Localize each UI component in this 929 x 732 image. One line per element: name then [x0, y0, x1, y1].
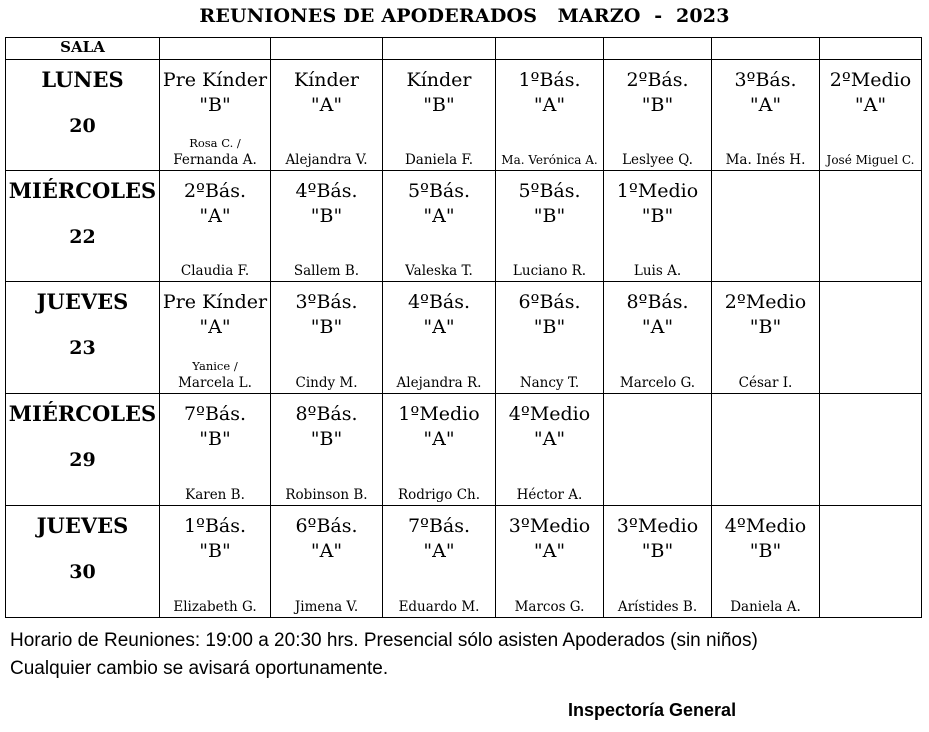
teacher-name-line: Alejandra R.: [396, 375, 482, 391]
teacher-name: [712, 152, 819, 169]
teacher-name: [160, 487, 270, 504]
course-name: Pre Kínder: [162, 291, 268, 313]
course-cell: [383, 171, 496, 282]
course-section: "A": [310, 94, 343, 116]
course-cell: [160, 282, 271, 394]
header-cell: [383, 38, 496, 60]
teacher-name: [160, 599, 270, 616]
course-cell: [271, 60, 383, 171]
header-cell: [271, 38, 383, 60]
footer-schedule-note: Horario de Reuniones: 19:00 a 20:30 hrs. Presencial sólo asisten Apoderados (sin niños): [10, 630, 758, 651]
teacher-name: [496, 152, 603, 169]
page-title: REUNIONES DE APODERADOS MARZO - 2023: [199, 5, 730, 27]
teacher-name: [160, 263, 270, 280]
course-cell: [496, 171, 604, 282]
day-name: LUNES: [41, 67, 124, 92]
teacher-name-line: Alejandra V.: [285, 152, 368, 168]
course-cell: [604, 171, 712, 282]
teacher-name: [383, 263, 495, 280]
header-cell: [496, 38, 604, 60]
teacher-name-line: Daniela F.: [404, 152, 474, 168]
empty-cell: [820, 282, 922, 394]
teacher-name-line1: Yanice /: [192, 359, 238, 373]
teacher-name: [383, 599, 495, 616]
teacher-name: [271, 263, 382, 280]
teacher-name-line: José Miguel C.: [826, 153, 915, 167]
course-cell: [712, 60, 820, 171]
teacher-name: [496, 375, 603, 392]
course-name: 2ºMedio: [829, 69, 912, 91]
course-cell: [271, 506, 383, 618]
empty-cell: [820, 171, 922, 282]
day-cell: [6, 394, 160, 506]
course-name: 2ºMedio: [724, 291, 807, 313]
teacher-name-line: Cindy M.: [295, 375, 358, 391]
teacher-name-line: Claudia F.: [180, 263, 250, 279]
teacher-name: [604, 152, 711, 169]
teacher-name-line: Jimena V.: [294, 599, 359, 615]
course-name: 3ºMedio: [508, 515, 591, 537]
day-name: MIÉRCOLES: [8, 178, 157, 203]
course-name: Kínder: [406, 69, 472, 91]
course-name: 4ºMedio: [724, 515, 807, 537]
course-name: 8ºBás.: [626, 291, 689, 313]
day-cell: [6, 171, 160, 282]
course-section: "A": [423, 428, 455, 450]
course-name: 2ºBás.: [626, 69, 689, 91]
teacher-name-line: Héctor A.: [516, 487, 583, 503]
empty-cell: [712, 171, 820, 282]
teacher-name-line: Fernanda A.: [173, 152, 257, 168]
day-name: JUEVES: [36, 289, 129, 314]
course-cell: [271, 171, 383, 282]
teacher-name: [820, 152, 921, 169]
teacher-name-line: Leslyee Q.: [622, 152, 693, 168]
course-name: 2ºBás.: [183, 180, 247, 202]
schedule-body: [6, 38, 922, 618]
day-number: 20: [69, 115, 96, 137]
course-cell: [160, 506, 271, 618]
course-cell: [160, 171, 271, 282]
teacher-name-line: César I.: [738, 375, 793, 391]
teacher-name-line: Marcela L.: [178, 375, 252, 391]
day-row: [6, 171, 922, 282]
day-name: MIÉRCOLES: [8, 401, 157, 426]
course-section: "A": [749, 94, 782, 116]
teacher-name-line: Arístides B.: [617, 599, 698, 615]
teacher-name: [712, 599, 819, 616]
course-name: 1ºBás.: [518, 69, 581, 91]
course-name: 4ºBás.: [407, 291, 471, 313]
header-cell: [160, 38, 271, 60]
course-name: 6ºBás.: [295, 515, 358, 537]
course-section: "A": [199, 205, 231, 227]
header-cell: [604, 38, 712, 60]
course-section: "B": [749, 316, 782, 338]
course-cell: [271, 394, 383, 506]
teacher-name: [271, 487, 382, 504]
teacher-name-line: Sallem B.: [293, 263, 360, 279]
course-cell: [160, 394, 271, 506]
course-section: "B": [641, 94, 674, 116]
course-name: 4ºBás.: [295, 180, 358, 202]
course-section: "B": [533, 205, 566, 227]
teacher-name-line: Nancy T.: [519, 375, 580, 391]
course-section: "B": [310, 428, 343, 450]
course-cell: [712, 282, 820, 394]
course-cell: [496, 394, 604, 506]
teacher-name-line: Valeska T.: [405, 263, 473, 279]
course-cell: [604, 282, 712, 394]
course-section: "A": [854, 94, 887, 116]
course-cell: [496, 506, 604, 618]
course-name: 5ºBás.: [518, 180, 581, 202]
course-cell: [496, 60, 604, 171]
day-name: JUEVES: [36, 513, 129, 538]
day-cell: [6, 60, 160, 171]
course-name: 1ºMedio: [616, 180, 699, 202]
course-section: "B": [641, 205, 674, 227]
signature: Inspectoría General: [568, 700, 737, 720]
course-cell: [712, 506, 820, 618]
course-cell: [604, 60, 712, 171]
teacher-name-line: Luciano R.: [512, 263, 587, 279]
teacher-name: [496, 599, 603, 616]
empty-cell: [604, 394, 712, 506]
course-name: 7ºBás.: [407, 515, 471, 537]
day-cell: [6, 506, 160, 618]
teacher-name: [383, 152, 495, 169]
teacher-name: [604, 599, 711, 616]
course-section: "B": [199, 540, 231, 562]
course-section: "B": [533, 316, 566, 338]
teacher-name: [604, 263, 711, 280]
course-cell: [383, 506, 496, 618]
course-name: Kínder: [294, 69, 359, 91]
course-section: "A": [310, 540, 343, 562]
course-name: 5ºBás.: [407, 180, 471, 202]
course-section: "A": [423, 205, 455, 227]
course-section: "B": [641, 540, 674, 562]
course-cell: [160, 60, 271, 171]
course-section: "B": [199, 428, 231, 450]
teacher-name-line: Eduardo M.: [398, 599, 480, 615]
teacher-name: [383, 375, 495, 392]
teacher-name: [160, 135, 270, 169]
course-section: "A": [533, 428, 566, 450]
day-number: 23: [69, 337, 96, 359]
teacher-name: [271, 375, 382, 392]
course-name: 1ºBás.: [183, 515, 247, 537]
teacher-name-line: Elizabeth G.: [173, 599, 257, 615]
teacher-name: [160, 358, 270, 392]
course-section: "A": [423, 316, 455, 338]
empty-cell: [820, 506, 922, 618]
course-section: "B": [310, 205, 343, 227]
header-cell: [712, 38, 820, 60]
course-section: "B": [749, 540, 782, 562]
course-cell: [604, 506, 712, 618]
course-name: 8ºBás.: [295, 403, 358, 425]
course-name: 3ºBás.: [295, 291, 358, 313]
course-cell: [383, 282, 496, 394]
course-cell: [383, 394, 496, 506]
course-section: "A": [641, 316, 674, 338]
teacher-name-line: Robinson B.: [285, 487, 368, 503]
teacher-name: [271, 599, 382, 616]
day-number: 29: [69, 449, 96, 471]
sala-header: SALA: [6, 38, 160, 60]
course-name: 7ºBás.: [183, 403, 247, 425]
day-row: [6, 60, 922, 171]
footer-change-note: Cualquier cambio se avisará oportunamente.: [10, 658, 389, 679]
course-section: "A": [423, 540, 455, 562]
day-number: 22: [69, 226, 96, 248]
course-name: 1ºMedio: [398, 403, 480, 425]
empty-cell: [712, 394, 820, 506]
course-name: Pre Kínder: [162, 69, 268, 91]
header-row: [6, 38, 922, 60]
teacher-name-line: Ma. Inés H.: [725, 152, 806, 168]
course-cell: [820, 60, 922, 171]
teacher-name: [496, 487, 603, 504]
course-section: "B": [310, 316, 343, 338]
teacher-name-line: Daniela A.: [730, 599, 801, 615]
course-name: 6ºBás.: [518, 291, 581, 313]
teacher-name: [271, 152, 382, 169]
teacher-name-line: Luis A.: [633, 263, 682, 279]
teacher-name-line: Karen B.: [185, 487, 245, 503]
teacher-name-line: Marcelo G.: [619, 375, 696, 391]
teacher-name: [383, 487, 495, 504]
course-cell: [271, 282, 383, 394]
course-name: 4ºMedio: [508, 403, 591, 425]
teacher-name-line: Marcos G.: [514, 599, 585, 615]
day-cell: [6, 282, 160, 394]
course-name: 3ºBás.: [734, 69, 797, 91]
day-number: 30: [69, 561, 96, 583]
course-section: "B": [199, 94, 231, 116]
course-section: "A": [533, 94, 566, 116]
header-cell: [820, 38, 922, 60]
course-section: "A": [533, 540, 566, 562]
schedule-table: [5, 37, 922, 618]
course-cell: [496, 282, 604, 394]
teacher-name-line1: Rosa C. /: [189, 136, 241, 150]
teacher-name: [496, 263, 603, 280]
teacher-name: [712, 375, 819, 392]
course-name: 3ºMedio: [616, 515, 699, 537]
day-row: [6, 506, 922, 618]
teacher-name: [604, 375, 711, 392]
course-cell: [383, 60, 496, 171]
teacher-name-line: Ma. Verónica A.: [501, 153, 598, 167]
day-row: [6, 282, 922, 394]
course-section: "A": [199, 316, 231, 338]
day-row: [6, 394, 922, 506]
teacher-name-line: Rodrigo Ch.: [397, 487, 481, 503]
course-section: "B": [423, 94, 455, 116]
empty-cell: [820, 394, 922, 506]
